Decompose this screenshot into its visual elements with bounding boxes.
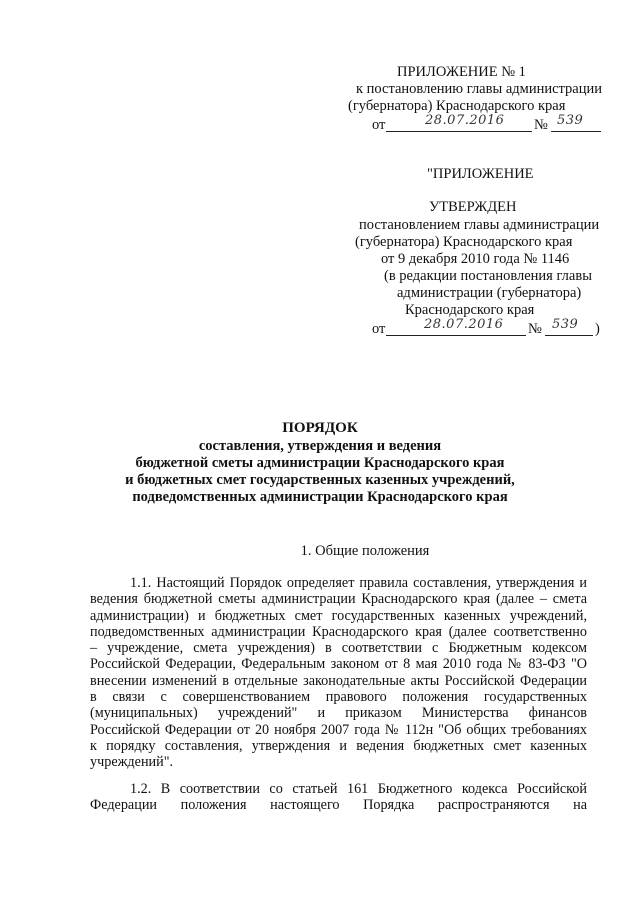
approval-line6: Краснодарского края [405, 302, 535, 318]
paragraph-line: в связи с совершенствованием правового положения государственных [90, 689, 587, 706]
approval-line4: (в редакции постановления главы [384, 268, 592, 284]
paragraph-line: внесении изменений в отдельные законодательные акты Российской Федерации [90, 672, 587, 689]
approval-date-underline [386, 335, 526, 336]
approval-number-handwritten: 539 [552, 317, 579, 332]
paragraph-line: 1.2. В соответствии со статьей 161 Бюджетного кодекса Российской [130, 781, 587, 797]
appendix-date-underline [386, 131, 532, 132]
paragraph-line: учреждений". [90, 754, 174, 771]
appendix-line2: (губернатора) Краснодарского края [348, 98, 566, 114]
document-title-line1: составления, утверждения и ведения [198, 438, 442, 454]
appendix-date-prefix: от [372, 117, 386, 133]
approval-number-prefix: № [528, 321, 542, 337]
paragraph-line: Российской Федерации от 20 ноября 2007 года № 112н "Об общих требованиях [90, 721, 587, 738]
section-heading: 1. Общие положения [300, 543, 430, 559]
paragraph-line: ведения бюджетной сметы администрации Краснодарского края (далее – смета [90, 591, 587, 608]
paragraph-line: 1.1. Настоящий Порядок определяет правила составления, утверждения и [130, 575, 587, 591]
approval-line5: администрации (губернатора) [397, 285, 582, 301]
approval-line3: от 9 декабря 2010 года № 1146 [381, 251, 570, 267]
appendix-line1: к постановлению главы администрации [356, 81, 603, 97]
paragraph-line: – учреждение, смета учреждения) в соответствии с Бюджетным кодексом [90, 640, 587, 657]
document-title-line4: подведомственных администрации Краснодарского края [132, 489, 508, 505]
document-title-main: ПОРЯДОК [282, 420, 358, 436]
paragraph-line: Российской Федерации, Федеральным законом от 8 мая 2010 года № 83-ФЗ "О [90, 656, 587, 673]
approval-approved: УТВЕРЖДЕН [429, 199, 517, 215]
paragraph-line: к порядку составления, утверждения и ведения бюджетных смет казенных [90, 737, 587, 754]
approval-date-prefix: от [372, 321, 386, 337]
paragraph-line: подведомственных администрации Краснодарского края (далее соответственно [90, 623, 587, 640]
paragraph-line: Федерации положения настоящего Порядка распространяются на [90, 797, 587, 814]
paragraph-1-2 [90, 781, 587, 814]
document-title-line2: бюджетной сметы администрации Краснодарского края [135, 455, 505, 471]
approval-line2: (губернатора) Краснодарского края [355, 234, 573, 250]
approval-date-handwritten: 28.07.2016 [424, 317, 504, 332]
appendix-number-prefix: № [534, 117, 548, 133]
appendix-date-handwritten: 28.07.2016 [425, 113, 505, 128]
approval-closing: ) [595, 321, 600, 337]
appendix-number-underline [551, 131, 601, 132]
paragraph-line: (муниципальных) учреждений" и приказом Министерства финансов [90, 705, 587, 722]
document-title-line3: и бюджетных смет государственных казенных учреждений, [125, 472, 515, 488]
appendix-title: ПРИЛОЖЕНИЕ № 1 [397, 64, 526, 80]
approval-label: "ПРИЛОЖЕНИЕ [427, 166, 534, 182]
appendix-number-handwritten: 539 [557, 113, 584, 128]
paragraph-1-1 [90, 575, 587, 771]
paragraph-line: администрации) и бюджетных смет государственных казенных учреждений, [90, 607, 587, 624]
approval-line1: постановлением главы администрации [359, 217, 600, 233]
approval-number-underline [545, 335, 593, 336]
